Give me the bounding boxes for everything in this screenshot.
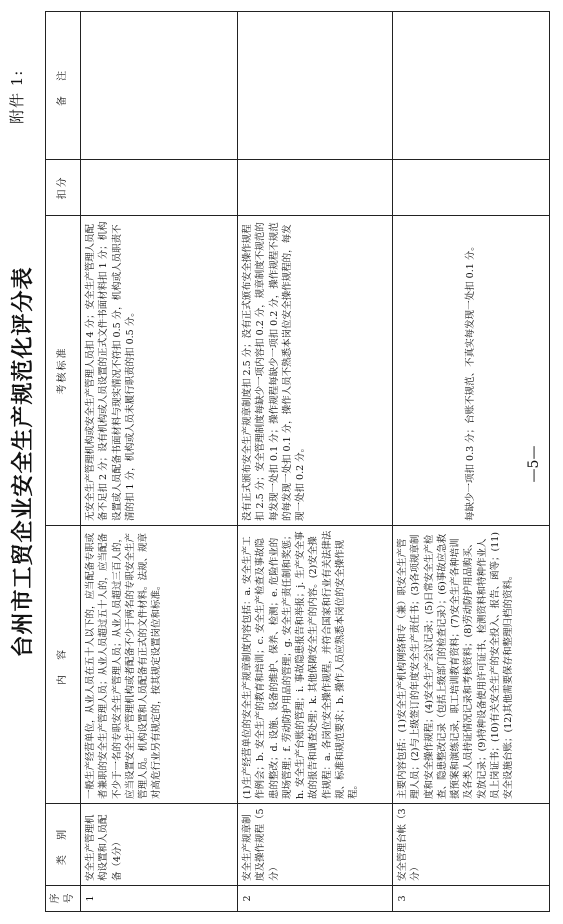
col-header-content: 内 容: [46, 526, 81, 804]
row-score: [393, 160, 550, 216]
row-remarks: [81, 12, 238, 160]
row-seq: 1: [81, 886, 238, 912]
row-content: 主要内容包括：(1)安全生产机构网络和专（兼）职安全生产管理人员；(2)与上级签订的年度安全生产责任书；(3)各项规章制度和安全操作规程；(4)安全生产会议记录；(5)日常安全生产检查、隐患整改记录（包括上级部门的检查记录）；(6)事故应急救援预案和演练记录，职工培训教育资料；(7)安全生产各种培训及各类人员持证情况记录和考核资料；(8)劳动防护用品购买、发放记录；(9)特种设备使用许可证书、检测资料和特种作业人员上岗证书；(10)有关安全生产的安全投入、报告、函等；(11)安全设施台账；(12)其他需要保存和整理归档的资料。: [393, 526, 550, 804]
col-header-criteria: 考核标准: [46, 216, 81, 526]
row-criteria: 没有正式颁布安全生产规章制度扣 2.5 分；没有正式颁布安全操作规程扣 2.5 分；安全管理制度每缺少一项内容扣 0.2 分，规章制度不规范的每发现一处扣 0.1 分；操作规程每缺少一项扣 0.2 分，操作规程不规范的每发现一处扣 0.1 分，操作人员不熟悉本岗位安全操作规程的，每发现一处扣 0.2 分。: [238, 216, 393, 526]
row-seq: 2: [238, 886, 393, 912]
page-title: 台州市工贸企业安全生产规范化评分表: [11, 266, 36, 658]
row-remarks: [238, 12, 393, 160]
row-seq: 3: [393, 886, 550, 912]
scoring-table: [45, 11, 550, 912]
row-remarks: [393, 12, 550, 160]
row-category: 安全管理台帐（3分）: [393, 804, 550, 886]
page-number: —5—: [526, 445, 542, 483]
col-header-score: 扣分: [46, 160, 81, 216]
row-criteria: 无安全生产管理机构或安全生产管理人员扣 4 分；安全生产管理人员配备不足扣 2 分；设有机构或人员设置的正式文件书面材料扣 1 分；机构设置或人员配备书面材料与现实情况不符扣 0.5 分，机构或人员职责不清的扣 1 分，机构或人员未履行职责的扣 0.5 分。: [81, 216, 238, 526]
col-header-category: 类 别: [46, 804, 81, 886]
row-content: (1)生产经营单位的安全生产规章制度内容包括：a. 安全生产工作例会；b. 安全生产的教育和培训；c. 安全生产检查及事故隐患的整改；d. 设施、设备的维护、保养、检测；e. 危险作业的现场管理；f. 劳动防护用品的管理；g. 安全生产责任制和奖惩；h. 安全生产台账的管理；i. 事故隐患报告和举报；j. 生产安全事故的报告和调查处理；k. 其他保障安全生产的内容。(2)安全操作规程：a. 各岗位安全操作规程，并符合国家和行业有关法律法规、标准和规范要求；b. 操作人员应熟悉本岗位的安全操作规程。: [238, 526, 393, 804]
table-row: [81, 12, 238, 912]
row-content: 一般生产经营单位，从业人员在五十人以下的，应当配备专职或者兼职的安全生产管理人员；从业人员超过五十人的，应当配备不少于一名的专职安全生产管理人员；从业人员超过三百人的，应当设置安全生产管理机构或者配备不少于两名的专职安全生产管理人员。机构设置和人员配备有正式的文件材料。法规、规章对高危行业另有规定的，按其规定设置岗位和标准。: [81, 526, 238, 804]
row-category: 安全生产管理机构设置和人员配备（4分）: [81, 804, 238, 886]
attachment-label: 附件 1:: [8, 69, 26, 124]
row-criteria: 每缺少一项扣 0.3 分；台账不规范、不真实每发现一处扣 0.1 分。: [393, 216, 550, 526]
col-header-remarks: 备 注: [46, 12, 81, 160]
row-score: [81, 160, 238, 216]
table-header-row: [46, 12, 81, 912]
col-header-seq: 序号: [46, 886, 81, 912]
row-score: [238, 160, 393, 216]
row-category: 安全生产规章制度及操作规程（5分）: [238, 804, 393, 886]
table-row: [238, 12, 393, 912]
